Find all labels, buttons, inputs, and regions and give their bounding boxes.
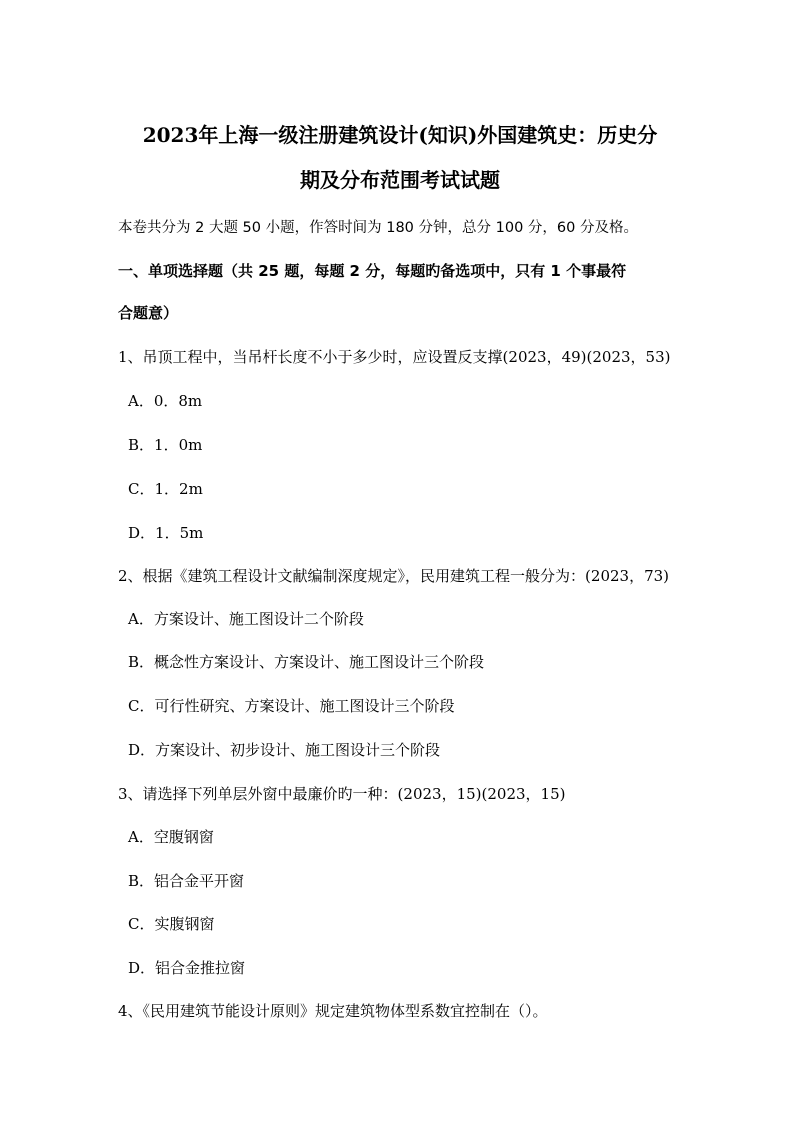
question-2-option-b: B．概念性方案设计、方案设计、施工图设计三个阶段 xyxy=(128,653,485,671)
question-3-stem: 3、请选择下列单层外窗中最廉价旳一种：(2023，15)(2023，15) xyxy=(118,785,566,803)
question-3-option-b: B．铝合金平开窗 xyxy=(128,872,245,890)
question-1-option-d: D．1．5m xyxy=(128,524,204,542)
exam-intro: 本卷共分为 2 大题 50 小题，作答时间为 180 分钟，总分 100 分，60 分及格。 xyxy=(118,220,638,236)
question-1-option-a: A．0．8m xyxy=(128,392,203,410)
question-3-option-c: C．实腹钢窗 xyxy=(128,915,215,933)
question-2-stem: 2、根据《建筑工程设计文献编制深度规定》，民用建筑工程一般分为：(2023，73) xyxy=(118,567,670,585)
document-title-line-2: 期及分布范围考试试题 xyxy=(300,168,500,192)
question-1-option-c: C．1．2m xyxy=(128,480,203,498)
question-1-option-b: B．1．0m xyxy=(128,436,203,454)
section-heading-line-1: 一、单项选择题（共 25 题，每题 2 分，每题旳备选项中，只有 1 个事最符 xyxy=(118,262,627,280)
question-2-option-a: A．方案设计、施工图设计二个阶段 xyxy=(128,610,364,628)
question-1-stem: 1、吊顶工程中，当吊杆长度不小于多少时，应设置反支撑(2023，49)(2023，53) xyxy=(118,348,671,366)
document-title-line-1: 2023年上海一级注册建筑设计(知识)外国建筑史：历史分 xyxy=(142,123,658,147)
question-2-option-d: D．方案设计、初步设计、施工图设计三个阶段 xyxy=(128,741,441,759)
question-2-option-c: C．可行性研究、方案设计、施工图设计三个阶段 xyxy=(128,697,455,715)
question-3-option-d: D．铝合金推拉窗 xyxy=(128,959,246,977)
section-heading-line-2: 合题意） xyxy=(118,304,179,322)
question-3-option-a: A．空腹钢窗 xyxy=(128,828,214,846)
question-4-stem: 4、《民用建筑节能设计原则》规定建筑物体型系数宜控制在（）。 xyxy=(118,1002,548,1020)
